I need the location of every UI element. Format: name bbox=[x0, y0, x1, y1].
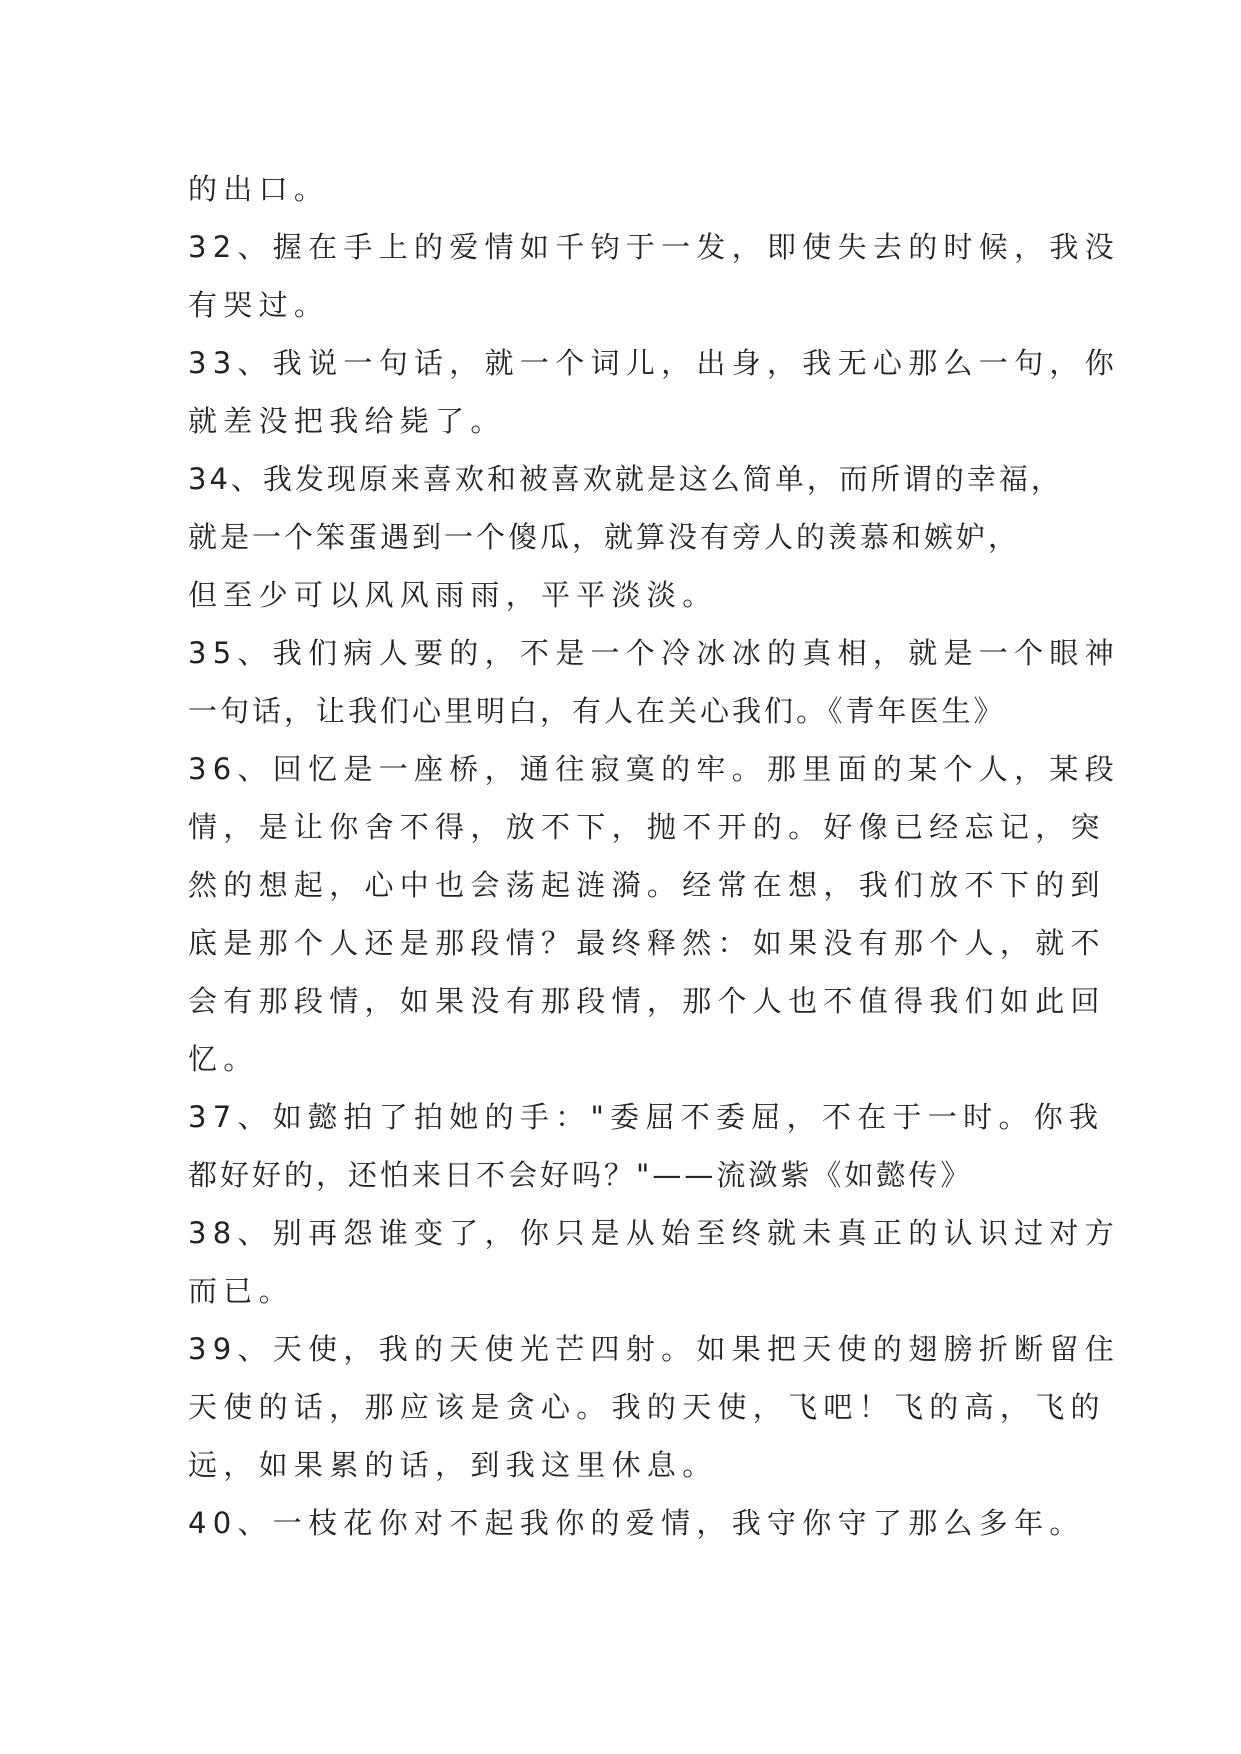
text-line: 39、天使，我的天使光芒四射。如果把天使的翅膀折断留住 bbox=[188, 1332, 1121, 1366]
text-line: 忆。 bbox=[188, 1042, 259, 1076]
text-line: 的出口。 bbox=[188, 172, 330, 206]
text-line: 35、我们病人要的，不是一个冷冰冰的真相，就是一个眼神 bbox=[188, 636, 1121, 670]
text-line: 但至少可以风风雨雨，平平淡淡。 bbox=[188, 578, 718, 612]
document-body bbox=[188, 160, 1121, 1552]
text-line: 36、回忆是一座桥，通往寂寞的牢。那里面的某个人，某段 bbox=[188, 752, 1121, 786]
text-line: 情，是让你舍不得，放不下，抛不开的。好像已经忘记，突 bbox=[188, 810, 1106, 844]
text-line: 而已。 bbox=[188, 1274, 294, 1308]
text-line: 都好好的，还怕来日不会好吗？"——流潋紫《如懿传》 bbox=[188, 1158, 973, 1192]
text-line: 就差没把我给毙了。 bbox=[188, 404, 506, 438]
text-line: 底是那个人还是那段情？最终释然：如果没有那个人，就不 bbox=[188, 926, 1106, 960]
text-line: 然的想起，心中也会荡起涟漪。经常在想，我们放不下的到 bbox=[188, 868, 1106, 902]
text-line: 有哭过。 bbox=[188, 288, 330, 322]
text-line: 34、我发现原来喜欢和被喜欢就是这么简单，而所谓的幸福， bbox=[188, 462, 1063, 496]
text-line: 38、别再怨谁变了，你只是从始至终就未真正的认识过对方 bbox=[188, 1216, 1121, 1250]
text-line: 远，如果累的话，到我这里休息。 bbox=[188, 1448, 718, 1482]
text-line: 就是一个笨蛋遇到一个傻瓜，就算没有旁人的羡慕和嫉妒， bbox=[188, 520, 1021, 554]
text-line: 37、如懿拍了拍她的手："委屈不委屈，不在于一时。你我 bbox=[188, 1100, 1105, 1134]
text-line: 会有那段情，如果没有那段情，那个人也不值得我们如此回 bbox=[188, 984, 1106, 1018]
text-line: 天使的话，那应该是贪心。我的天使，飞吧！飞的高，飞的 bbox=[188, 1390, 1106, 1424]
text-line: 33、我说一句话，就一个词儿，出身，我无心那么一句，你 bbox=[188, 346, 1121, 380]
text-line: 32、握在手上的爱情如千钧于一发，即使失去的时候，我没 bbox=[188, 230, 1121, 264]
text-line: 40、一枝花你对不起我你的爱情，我守你守了那么多年。 bbox=[188, 1506, 1085, 1540]
text-line: 一句话，让我们心里明白，有人在关心我们。《青年医生》 bbox=[188, 694, 1006, 728]
